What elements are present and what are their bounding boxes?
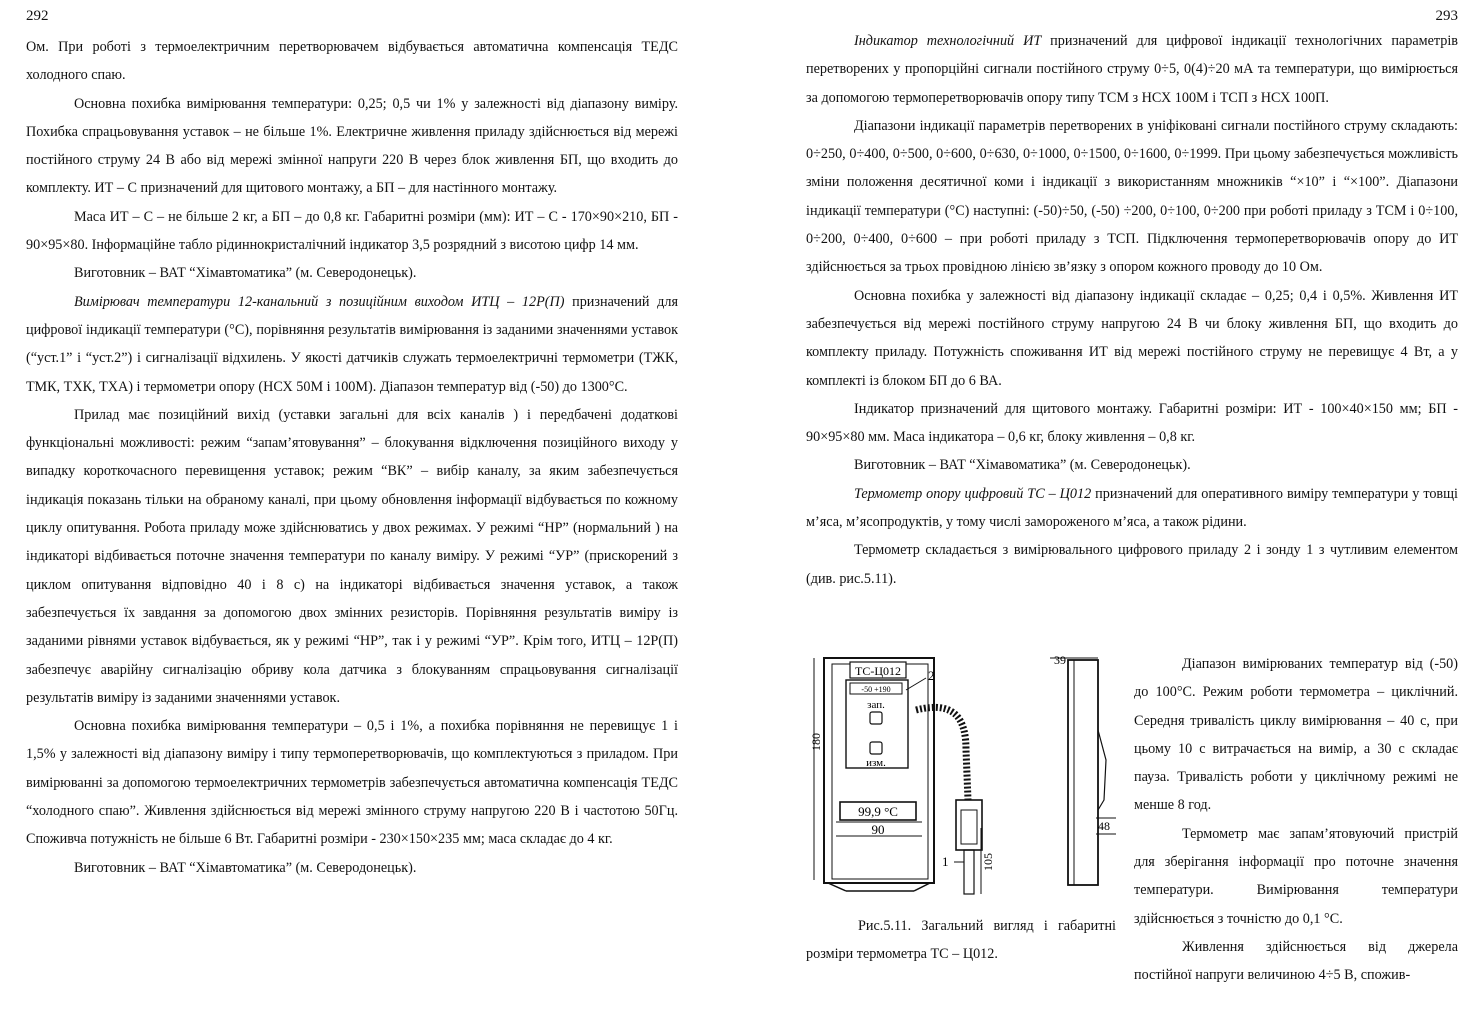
right-page-body bbox=[806, 27, 1458, 593]
paragraph bbox=[26, 288, 678, 401]
italic-lead: Термометр опору цифровий ТС – Ц012 bbox=[854, 485, 1092, 502]
paragraph bbox=[26, 90, 678, 203]
figure-caption: Рис.5.11. Загальний вигляд і габаритні розміри термометра ТС – Ц012. bbox=[806, 918, 1116, 962]
button-2-label: изм. bbox=[866, 757, 886, 769]
button-1 bbox=[870, 712, 882, 724]
left-page bbox=[26, 0, 678, 1034]
paragraph bbox=[1134, 820, 1458, 933]
paragraph-text: Діапазони індикації параметрів перетворених в уніфіковані сигнали постійного струму складають: 0÷250, 0÷400, 0÷500, 0÷600, 0÷630, 0÷1000, 0÷1500, 0÷1600, 0÷1999. При цьому забезпечується можливість зміни положення десятичної коми і індикації з використанням множників “×10” і “×100”. Діапазони індикації температури (°С) наступні: (-50)÷50, (-50) ÷200, 0÷100, 0÷200 при роботі приладу з ТСМ і 0÷100, 0÷200, 0÷400, 0÷600 – при роботі приладу з ТСП. Підключення термоперетворювачів опору до ИТ здійснюється за трьох провідною лінією зв’язку з опором кожного проводу до 10 Ом. bbox=[806, 117, 1458, 276]
paragraph-text: Термометр складається з вимірювального цифрового приладу 2 і зонду 1 з чутливим елементом (див. рис.5.11). bbox=[806, 542, 1458, 587]
paragraph-text: Ом. При роботі з термоелектричним перетворювачем відбувається автоматична компенсація ТЕДС холодного спаю. bbox=[26, 39, 678, 84]
paragraph bbox=[806, 27, 1458, 112]
paragraph bbox=[1134, 650, 1458, 820]
paragraph bbox=[806, 395, 1458, 452]
width-dimension: 90 bbox=[871, 822, 885, 837]
paragraph-text: Термометр має запам’ятовуючий пристрій для зберігання інформації про поточне значення температури. Вимірювання температури здійснюється з точністю до 0,1 °С. bbox=[1134, 825, 1458, 927]
callout-1: 1 bbox=[942, 854, 949, 869]
paragraph bbox=[806, 536, 1458, 593]
paragraph-text: призначений для оперативного виміру температури у товщі м’яса, м’ясопродуктів, у тому числі замороженого м’яса, а також рідини. bbox=[806, 485, 1458, 531]
paragraph-text: Основна похибка вимірювання температури – 0,5 і 1%, а похибка порівняння не перевищує 1 і 1,5% у залежності від діапазону виміру і типу термоперетворювачів, що комплектуються з приладом. При вимірюванні за допомогою термоелектричних термометрів забезпечується автоматична компенсація ТЕДС “холодного спаю”. Живлення здійснюється від мережі змінного струму напругою 220 В і частотою 50Гц. Споживча потужність не більше 6 Вт. Габаритні розміри - 230×150×235 мм; маса складає до 4 кг. bbox=[26, 718, 678, 848]
range-label: -50 +190 bbox=[861, 685, 891, 694]
paragraph bbox=[1134, 933, 1458, 990]
paragraph bbox=[26, 401, 678, 712]
paragraph-text: Виготовник – ВАТ “Хімавтоматика” (м. Северодонецьк). bbox=[74, 265, 417, 282]
paragraph-text: Маса ИТ – С – не більше 2 кг, а БП – до 0,8 кг. Габаритні розміри (мм): ИТ – С - 170×90×210, БП - 90×95×80. Інформаційне табло рідиннокристалічний індикатор 3,5 розрядний з висотою цифр 14 мм. bbox=[26, 208, 678, 254]
thermometer-drawing bbox=[806, 650, 1128, 900]
page-number: 292 bbox=[26, 8, 49, 24]
paragraph-text: Індикатор призначений для щитового монтажу. Габаритні розміри: ИТ - 100×40×150 мм; БП - 90×95×80 мм. Маса індикатора – 0,6 кг, блоку живлення – 0,8 кг. bbox=[806, 400, 1458, 446]
italic-lead: Вимірювач температури 12-канальний з позиційним виходом ИТЦ – 12Р(П) bbox=[74, 293, 565, 310]
paragraph-text: Виготовник – ВАТ “Хімавтоматика” (м. Северодонецьк). bbox=[74, 859, 417, 876]
paragraph bbox=[806, 282, 1458, 395]
probe-dimension: 105 bbox=[981, 853, 995, 871]
paragraph-text: призначений для цифрової індикації температури (°С), порівняння результатів вимірювання із заданими значеннями уставок (“уст.1” і “уст.2”) і сигналізації відхилень. У якості датчиків служать термоелектричні термометри (ТЖК, ТМК, ТХК, ТХА) і термометри опору (НСХ 50М і 100М). Діапазон температур від (-50) до 1300°С. bbox=[26, 293, 679, 395]
button-2 bbox=[870, 742, 882, 754]
paragraph-text: Виготовник – ВАТ “Хімавоматика” (м. Северодонецьк). bbox=[854, 457, 1191, 474]
paragraph-text: Живлення здійснюється від джерела постійної напруги величиною 4÷5 В, спожив- bbox=[1134, 938, 1458, 984]
callout-2: 2 bbox=[928, 668, 935, 683]
paragraph bbox=[26, 33, 678, 90]
paragraph-text: Основна похибка вимірювання температури: 0,25; 0,5 чи 1% у залежності від діапазону виміру. Похибка спрацьовування уставок – не більше 1%. Електричне живлення приладу здійснюється від мережі постійного струму 24 В або від мережі змінної напруги 220 В через блок живлення БП, що входить до комплекту. ИТ – С призначений для щитового монтажу, а БП – для настінного монтажу. bbox=[26, 95, 678, 197]
paragraph bbox=[26, 259, 678, 287]
left-page-body bbox=[26, 33, 678, 882]
button-1-label: зап. bbox=[867, 699, 885, 711]
italic-lead: Індикатор технологічний ИТ bbox=[854, 33, 1042, 49]
paragraph bbox=[806, 480, 1458, 537]
paragraph bbox=[806, 112, 1458, 282]
model-label: ТС-Ц012 bbox=[855, 664, 901, 678]
paragraph bbox=[26, 203, 678, 260]
paragraph bbox=[26, 854, 678, 882]
page-number: 293 bbox=[1435, 8, 1458, 24]
paragraph-text: Прилад має позиційний вихід (уставки загальні для всіх каналів ) і передбачені додаткові функціональні можливості: режим “запам’ятовування” – блокування відключення позиційного виходу у випадку короткочасного перевищення уставок; режим “ВК” – вибір каналу, за яким забезпечується індикація показань тільки на обраному каналі, при цьому обновлення інформації відбувається по кожному циклу опитування. Робота приладу може здійснюватись у двох режимах. У режимі “НР” (нормальний ) на індикаторі відбивається поточне значення температури по каналу виміру. У режимі “УР” (прискорений з циклом опитування відповідно 40 і 8 с) на індикаторі відбивається значення уставок, а також забезпечується їх завдання за допомогою двох змінних резисторів. Порівняння результатів виміру із заданими рівнями уставок відбувається, як у режимі “НР”, так і у режимі “УР”. Крім того, ИТЦ – 12Р(П) забезпечує аварійну сигналізацію обриву кола датчика з блокуванням спрацьовування сигналізації результатів виміру із заданими значеннями уставок. bbox=[26, 406, 678, 706]
side-text bbox=[1134, 650, 1458, 990]
display-value: 99,9 °С bbox=[858, 804, 898, 819]
right-page bbox=[806, 0, 1458, 1034]
side-view bbox=[1068, 660, 1098, 885]
paragraph-text: Основна похибка у залежності від діапазону індикації складає – 0,25; 0,4 і 0,5%. Живлення ИТ забезпечується від мережі постійного струму напругою 24 В чи блоку живлення БП, що входить до комплекту приладу. Потужність споживання ИТ від мережі постійного струму не перевищує 4 Вт, а у комплекті із блоком БП до 6 ВА. bbox=[806, 287, 1458, 389]
depth-dimension: 39 bbox=[1054, 653, 1066, 667]
side-dimension: 48 bbox=[1098, 819, 1110, 833]
paragraph-text: Діапазон вимірюваних температур від (-50) до 100°С. Режим роботи термометра – циклічний. Середня тривалість циклу вимірювання – 40 с, при цьому 10 с витрачається на вимір, а 30 с складає пауза. Тривалість роботи у циклічному режимі не менше 8 год. bbox=[1134, 656, 1458, 814]
paragraph bbox=[26, 712, 678, 853]
paragraph-text: призначений для цифрової індикації технологічних параметрів перетворених у пропорційні сигнали постійного струму 0÷5, 0(4)÷20 мА та температури, що вимірюється за допомогою термоперетворювачів опору типу ТСМ з НСХ 100М і ТСП з НСХ 100П. bbox=[806, 33, 1458, 106]
paragraph bbox=[806, 451, 1458, 479]
height-dimension: 180 bbox=[809, 733, 823, 751]
